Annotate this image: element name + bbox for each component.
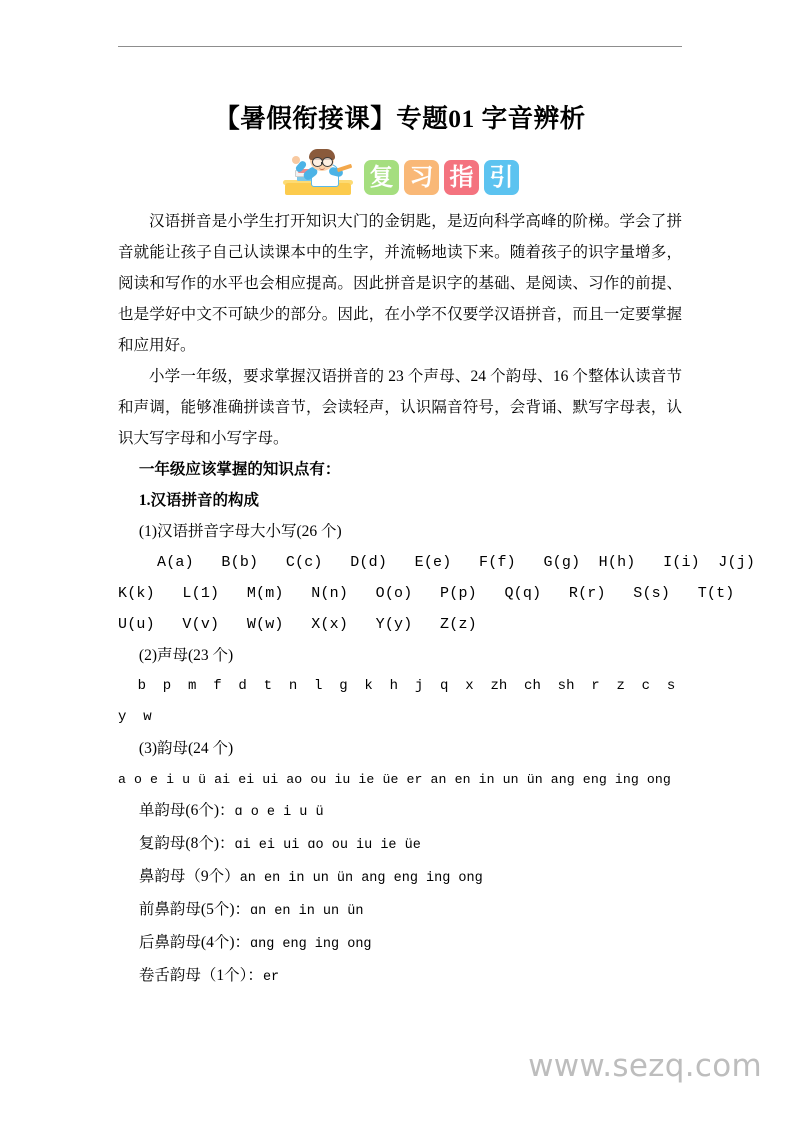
item-3-label: (3)韵母(24 个) xyxy=(138,739,234,757)
category-single-finals-label: 单韵母(6个)： xyxy=(138,801,235,819)
initials-row-2: y w xyxy=(118,708,152,725)
category-nasal-finals-label: 鼻韵母（9个） xyxy=(138,867,240,885)
student-at-desk-illustration xyxy=(281,149,355,195)
initials-row-1: b p m f d t n l g k h j q x zh ch sh r z c s xyxy=(137,677,676,694)
knowledge-points-heading: 一年级应该掌握的知识点有： xyxy=(138,460,341,478)
badge-zhi: 指 xyxy=(444,160,479,195)
review-guide-banner xyxy=(118,149,682,195)
category-back-nasal-finals xyxy=(118,927,682,960)
category-retroflex-final xyxy=(118,960,682,993)
category-nasal-finals-values: an en in un ün ang eng ing ong xyxy=(239,870,483,886)
section-1-heading: 1.汉语拼音的构成 xyxy=(138,491,260,509)
item-2-label: (2)声母(23 个) xyxy=(138,646,234,664)
category-back-nasal-finals-label: 后鼻韵母(4个)： xyxy=(138,933,250,951)
finals-full-row: a o e i u ü ai ei ui ao ou iu ie üe er an en in un ün ang eng ing ong xyxy=(118,771,671,787)
category-back-nasal-finals-values: ɑng eng ing ong xyxy=(250,936,372,952)
item-1-label: (1)汉语拼音字母大小写(26 个) xyxy=(138,522,342,540)
category-single-finals-values: ɑ o e i u ü xyxy=(234,804,324,820)
badge-yin: 引 xyxy=(484,160,519,195)
intro-paragraph-1: 汉语拼音是小学生打开知识大门的金钥匙，是迈向科学高峰的阶梯。学会了拼音就能让孩子自己认读课本中的生字，并流畅地读下来。随着孩子的识字量增多，阅读和写作的水平也会相应提高。因此拼音是识字的基础、是阅读、习作的前提、也是学好中文不可缺少的部分。因此，在小学不仅要学汉语拼音，而且一定要掌握和应用好。 xyxy=(118,212,682,354)
category-retroflex-final-label: 卷舌韵母（1个）： xyxy=(138,966,263,984)
category-front-nasal-finals xyxy=(118,894,682,927)
category-compound-finals xyxy=(118,828,682,861)
category-nasal-finals xyxy=(118,861,682,894)
alphabet-row-3: U(u) V(v) W(w) X(x) Y(y) Z(z) xyxy=(118,615,477,633)
intro-paragraph-2: 小学一年级，要求掌握汉语拼音的 23 个声母、24 个韵母、16 个整体认读音节和声调，能够准确拼读音节，会读轻声，认识隔音符号，会背诵、默写字母表，认识大写字母和小写字母。 xyxy=(118,367,682,447)
page-title: 【暑假衔接课】专题01 字音辨析 xyxy=(214,104,586,133)
category-front-nasal-finals-label: 前鼻韵母(5个)： xyxy=(138,900,250,918)
category-compound-finals-values: ɑi ei ui ɑo ou iu ie üe xyxy=(234,837,421,853)
category-retroflex-final-values: er xyxy=(262,969,280,985)
header-divider xyxy=(118,46,682,47)
category-single-finals xyxy=(118,795,682,828)
category-compound-finals-label: 复韵母(8个)： xyxy=(138,834,235,852)
category-front-nasal-finals-values: ɑn en in un ün xyxy=(250,903,364,919)
badge-xi: 习 xyxy=(404,160,439,195)
badge-fu: 复 xyxy=(364,160,399,195)
alphabet-row-1: A(a) B(b) C(c) D(d) E(e) F(f) G(g) H(h) I(i) J(j) xyxy=(157,553,756,571)
alphabet-row-2: K(k) L(1) M(m) N(n) O(o) P(p) Q(q) R(r) S(s) T(t) xyxy=(118,584,735,602)
document-content xyxy=(118,103,756,993)
site-watermark: www.sezq.com xyxy=(528,1048,762,1084)
